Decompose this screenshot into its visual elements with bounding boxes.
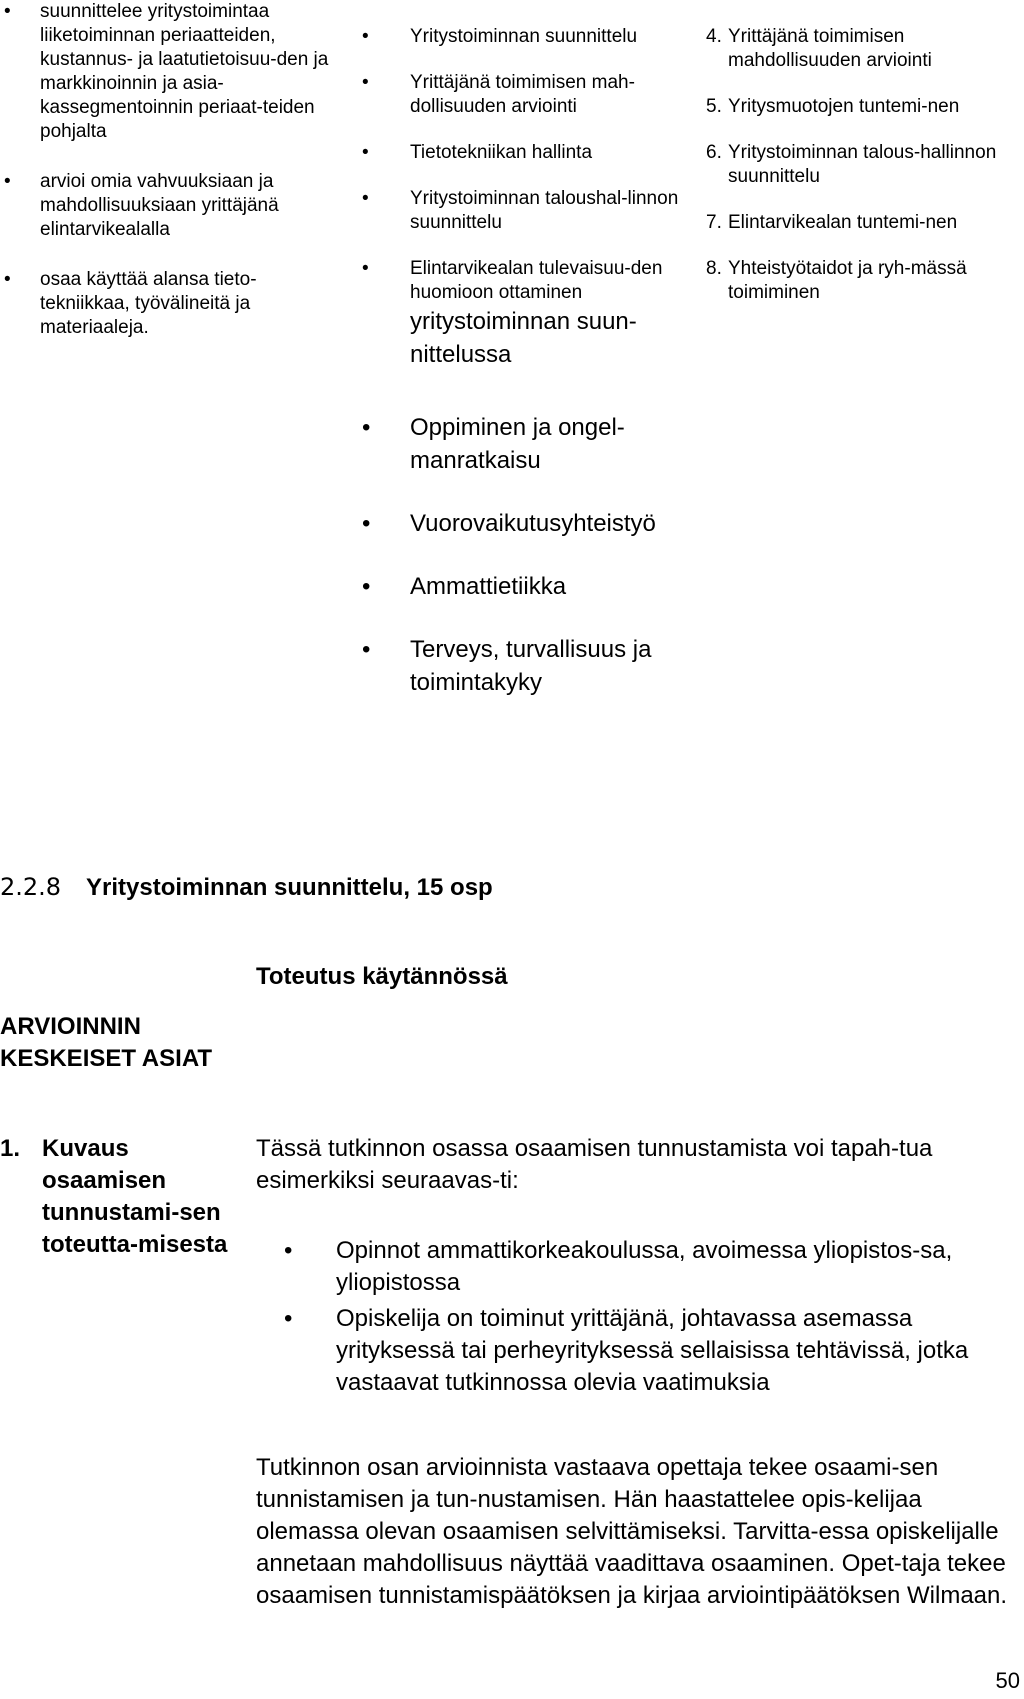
- list-item: • Ammattietiikka: [362, 570, 682, 603]
- list-item: [362, 257, 682, 371]
- list-item: • osaa käyttää alansa tieto-tekniikkaa, työvälineitä ja materiaaleja.: [4, 268, 344, 340]
- section-title: Yritystoiminnan suunnittelu, 15 osp: [86, 874, 493, 901]
- item-text: Yritystoiminnan talous-hallinnon suunnittelu: [728, 142, 997, 187]
- list-item: [706, 25, 1024, 73]
- example-list: [284, 1235, 1024, 1403]
- list-item: [706, 141, 1024, 189]
- list-item: • Opiskelija on toiminut yrittäjänä, johtavassa asemassa yrityksessä tai perheyrityksessä sellaisissa tehtävissä, jotka vastaavat tutkinnossa olevia vaatimuksia: [284, 1303, 1024, 1399]
- content-list: [362, 25, 682, 729]
- list-item: • Oppiminen ja ongel-manratkaisu: [362, 411, 682, 477]
- list-item-text-large: yritystoiminnan suun-nittelussa: [410, 308, 637, 368]
- section-number: 2.2.8: [0, 873, 62, 901]
- item-text: Yhteistyötaidot ja ryh-mässä toimiminen: [728, 258, 967, 303]
- list-item: [706, 257, 1024, 305]
- item-text: Elintarvikealan tuntemi-nen: [728, 212, 958, 233]
- left-column-heading: ARVIOINNIN KESKEISET ASIAT: [0, 1013, 213, 1072]
- item-number: 6.: [706, 142, 722, 163]
- intro-paragraph: Tässä tutkinnon osassa osaamisen tunnustamista voi tapah-tua esimerkiksi seuraavas-ti:: [256, 1135, 933, 1194]
- list-item: [706, 211, 1024, 235]
- item-number: 7.: [706, 212, 722, 233]
- numbered-list: [706, 25, 1024, 327]
- criteria-label: [0, 1133, 230, 1261]
- criteria-number: 1.: [0, 1135, 21, 1162]
- list-item: • arvioi omia vahvuuksiaan ja mahdollisuuksiaan yrittäjänä elintarvikealalla: [4, 170, 344, 242]
- criteria-list: [4, 0, 344, 366]
- list-item: • Tietotekniikan hallinta: [362, 141, 682, 165]
- page-number: 50: [995, 1668, 1020, 1693]
- list-item: • Yritystoiminnan taloushal-linnon suunnittelu: [362, 187, 682, 235]
- list-item: • Terveys, turvallisuus ja toimintakyky: [362, 633, 682, 699]
- item-text: Yrittäjänä toimimisen mahdollisuuden arviointi: [728, 26, 932, 71]
- item-number: 4.: [706, 26, 722, 47]
- item-text: Yritysmuotojen tuntemi-nen: [728, 96, 960, 117]
- body-paragraph: Tutkinnon osan arvioinnista vastaava opettaja tekee osaami-sen tunnistamisen ja tun-nustamisen. Hän haastattelee opis-kelijaa olemassa olevan osaamisen selvittämiseksi. Tarvitta-essa opiskelijalle annetaan mahdollisuus näyttää vaadittava osaaminen. Opet-taja tekee osaamisen tunnistamispäätöksen ja kirjaa arviointipäätöksen Wilmaan.: [256, 1454, 1008, 1609]
- section-heading: [0, 873, 493, 902]
- list-item-text: Elintarvikealan tulevaisuu-den huomioon ottaminen: [410, 258, 663, 303]
- column-heading: Toteutus käytännössä: [256, 963, 508, 990]
- item-number: 8.: [706, 258, 722, 279]
- list-item: • suunnittelee yritystoimintaa liiketoiminnan periaatteiden, kustannus- ja laatutietoisuu-den ja markkinoinnin ja asia-kassegmentoinnin periaat-teiden pohjalta: [4, 0, 344, 144]
- list-item: • Vuorovaikutusyhteistyö: [362, 507, 682, 540]
- list-item: • Yritystoiminnan suunnittelu: [362, 25, 682, 49]
- list-item: [706, 95, 1024, 119]
- item-number: 5.: [706, 96, 722, 117]
- list-item: • Opinnot ammattikorkeakoulussa, avoimessa yliopistos-sa, yliopistossa: [284, 1235, 1024, 1299]
- criteria-text: Kuvaus osaamisen tunnustami-sen toteutta-misesta: [42, 1135, 228, 1258]
- list-item: • Yrittäjänä toimimisen mah-dollisuuden arviointi: [362, 71, 682, 119]
